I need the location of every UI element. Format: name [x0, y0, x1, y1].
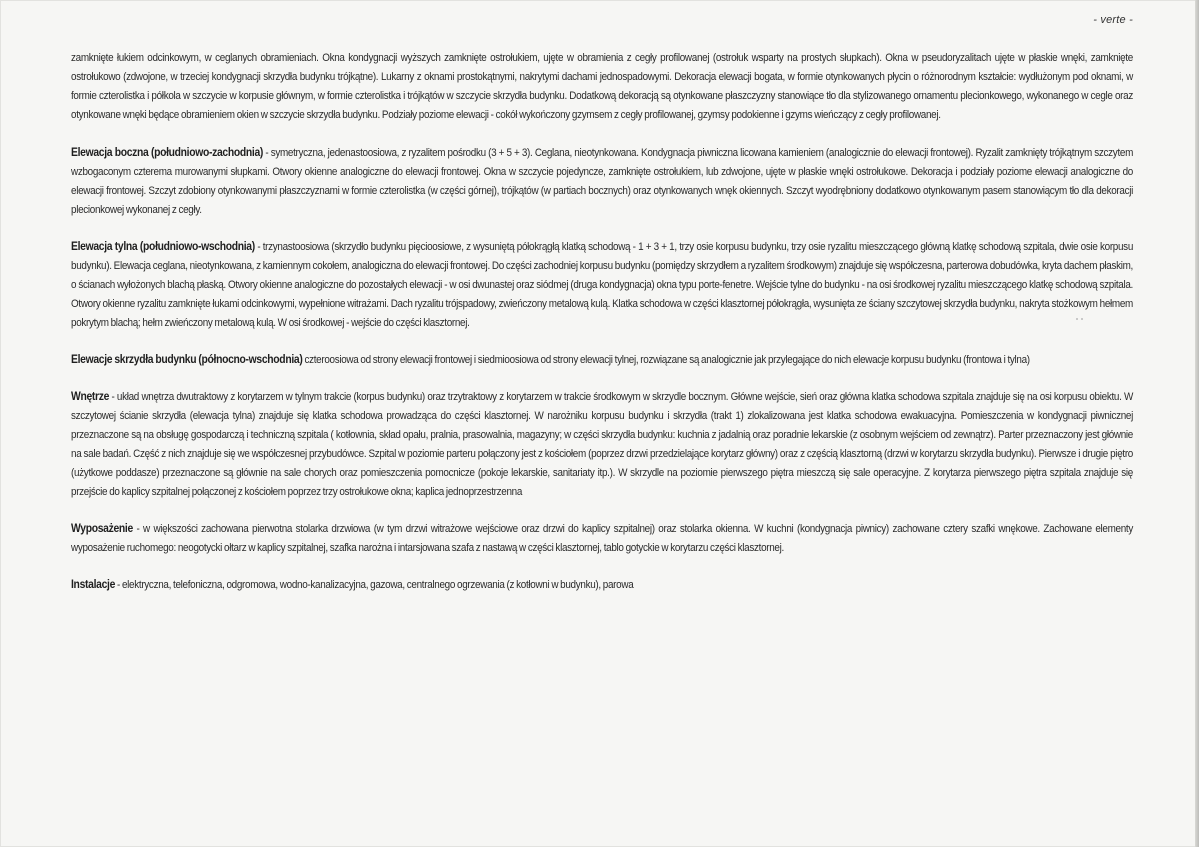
document-body: [71, 49, 1133, 613]
paragraph-heading: Elewacje skrzydła budynku (północno-wschodnia): [71, 354, 303, 366]
paragraph-heading: Instalacje: [71, 579, 116, 591]
paragraph-text: - układ wnętrza dwutraktowy z korytarzem w tylnym trakcie (korpus budynku) oraz trzytraktowy z korytarzem w trakcie środkowym w skrzydle bocznym. Główne wejście, sień oraz główna klatka schodowa szpitala znajduje się na osi korpusu obiektu. W szczytowej ścianie skrzydła (elewacja tylna) znajduje się klatka schodowa prowadząca do części klasztornej. W narożniku korpusu budynku i skrzydła (trakt 1) zlokalizowana jest klatka schodowa ewakuacyjna. Pomieszczenia w kondygnacji piwnicznej przeznaczone są na obsługę gospodarczą i techniczną szpitala ( kotłownia, skład opału, pralnia, prasowalnia, magazyny; w części skrzydła budynku: kuchnia z jadalnią oraz poradnie lekarskie (z osobnym wejściem od zewnątrz). Parter przeznaczony jest głównie na sale badań. Część z nich znajduje się we współczesnej przybudówce. Szpital w poziomie parteru połączony jest z kościołem (poprzez drzwi przedzielające korytarz główny) oraz z częścią klasztorną (drzwi w korytarzu skrzydła budynku). Pierwsze i drugie piętro (użytkowe poddasze) przeznaczone są głównie na sale chorych oraz pomieszczenia pomocnicze (pokoje lekarskie, sanitariaty itp.). W skrzydle na poziomie pierwszego piętra mieszczą się sale operacyjne. Z korytarza pierwszego piętra szpitala znajduje się przejście do kaplicy szpitalnej połączonej z kościołem poprzez trzy ostrołukowe okna; kaplica jednoprzestrzenna: [71, 391, 1134, 498]
paragraph-wnetrze: [71, 388, 1133, 502]
paragraph-heading: Elewacja tylna (południowo-wschodnia): [71, 241, 255, 253]
paragraph-heading: Wnętrze: [71, 391, 110, 403]
paragraph-heading: Wyposażenie: [71, 523, 133, 535]
paragraph-wyposazenie: [71, 520, 1133, 558]
paragraph-instalacje: [71, 576, 1133, 595]
paragraph-text: czteroosiowa od strony elewacji frontowej i siedmioosiowa od strony elewacji tylnej, rozwiązane są analogicznie jak przylegające do nich elewacje korpusu budynku (frontowa i tylna): [302, 354, 1030, 366]
paragraph-elewacje-skrzydla: [71, 351, 1133, 370]
paragraph-text: - elektryczna, telefoniczna, odgromowa, wodno-kanalizacyjna, gazowa, centralnego ogrzewania (z kotłowni w budynku), parowa: [115, 579, 634, 591]
paragraph-text: - symetryczna, jedenastoosiowa, z ryzalitem pośrodku (3 + 5 + 3). Ceglana, nieotynkowana. Kondygnacja piwniczna licowana kamieniem (analogicznie do elewacji frontowej). Ryzalit zamknięty trójkątnym szczytem wzbogaconym czterema murowanymi słupkami. Otwory okienne analogiczne do elewacji frontowej. Okna w szczycie pojedyncze, zamknięte ostrołukiem, lub zdwojone, ujęte w płaskie wnęki ostrołukowe. Dekoracja i podziały poziome elewacji analogiczne do elewacji frontowej. Szczyt zdobiony otynkowanymi płaszczyznami w formie czterolistka (w części górnej), trójkątów (w partiach bocznych) oraz otynkowanych wnęk okiennych. Szczyt wyodrębniony dodatkowo otynkowanym pasem stanowiącym tło dla dekoracji plecionkowej wykonanej z cegły.: [71, 147, 1133, 216]
paragraph-elewacja-frontowa-continued: [71, 49, 1133, 125]
scan-speck: [1076, 318, 1078, 320]
scan-speck: [1081, 318, 1083, 320]
paragraph-elewacja-tylna: [71, 238, 1133, 333]
page-edge-shadow: [1195, 0, 1199, 847]
paragraph-heading: Elewacja boczna (południowo-zachodnia): [71, 147, 264, 159]
verte-marker: - verte -: [1093, 14, 1133, 26]
paragraph-elewacja-boczna: [71, 144, 1133, 220]
paragraph-text: - w większości zachowana pierwotna stolarka drzwiowa (w tym drzwi witrażowe wejściowe oraz drzwi do kaplicy szpitalnej) oraz stolarka okienna. W kuchni (kondygnacja piwnicy) zachowane cztery szafki wnękowe. Zachowane elementy wyposażenie ruchomego: neogotycki ołtarz w kaplicy szpitalnej, szafka narożna i intarsjowana szafa z nastawą w części klasztornej, tablo gotyckie w korytarzu części klasztornej.: [71, 523, 1134, 554]
paragraph-text: - trzynastoosiowa (skrzydło budynku pięcioosiowe, z wysuniętą półokrągłą klatką schodową - 1 + 3 + 1, trzy osie korpusu budynku, trzy osie ryzalitu mieszczącego główną klatkę schodową szpitala, dwie osie korpusu budynku). Elewacja ceglana, nieotynkowana, z kamiennym cokołem, analogiczna do elewacji frontowej. Do części zachodniej korpusu budynku (pomiędzy skrzydłem a ryzalitem środkowym) znajduje się współczesna, parterowa dobudówka, kryta dachem płaskim, o ścianach wyłożonych blachą płaską. Otwory okienne analogiczne do pozostałych elewacji - w osi dwunastej oraz siódmej (druga kondygnacja) okna typu porte-fenetre. Wejście tylne do budynku - na osi środkowej ryzalitu mieszczącego klatkę schodową szpitala. Otwory okienne ryzalitu zamknięte łukami odcinkowymi, wypełnione witrażami. Dach ryzalitu trójspadowy, zwieńczony metalową kulą. Klatka schodowa w części klasztornej półokrągła, wysunięta ze ściany szczytowej skrzydła budynku, nakryta stożkowym hełmem pokrytym blachą; hełm zwieńczony metalową kulą. W osi środkowej - wejście do części klasztornej.: [71, 241, 1134, 329]
paragraph-text: zamknięte łukiem odcinkowym, w ceglanych obramieniach. Okna kondygnacji wyższych zamknięte ostrołukiem, ujęte w obramienia z cegły profilowanej (ostrołuk wsparty na prostych słupkach). Okna w pseudoryzalitach ujęte w płaskie wnęki, zamknięte ostrołukowo (zdwojone, w trzeciej kondygnacji skrzydła budynku trójkątne). Lukarny z oknami prostokątnymi, nakrytymi dachami jednospadowymi. Dekoracja elewacji bogata, w formie otynkowanych płycin o różnorodnym kształcie: wydłużonym pod oknami, w formie czterolistka i półkola w szczycie w korpusie głównym, w formie czterolistka i trójkątów w szczycie skrzydła budynku. Dodatkową dekoracją są otynkowane płaszczyzny stanowiące tło dla stylizowanego ornamentu plecionkowego, wykonanego w cegle oraz otynkowane wnęki będące obramieniem okien w szczycie skrzydła budynku. Podziały poziome elewacji - cokół wykończony gzymsem z cegły profilowanej, gzymsy podokienne i gzyms wieńczący z cegły profilowanej.: [71, 52, 1133, 121]
